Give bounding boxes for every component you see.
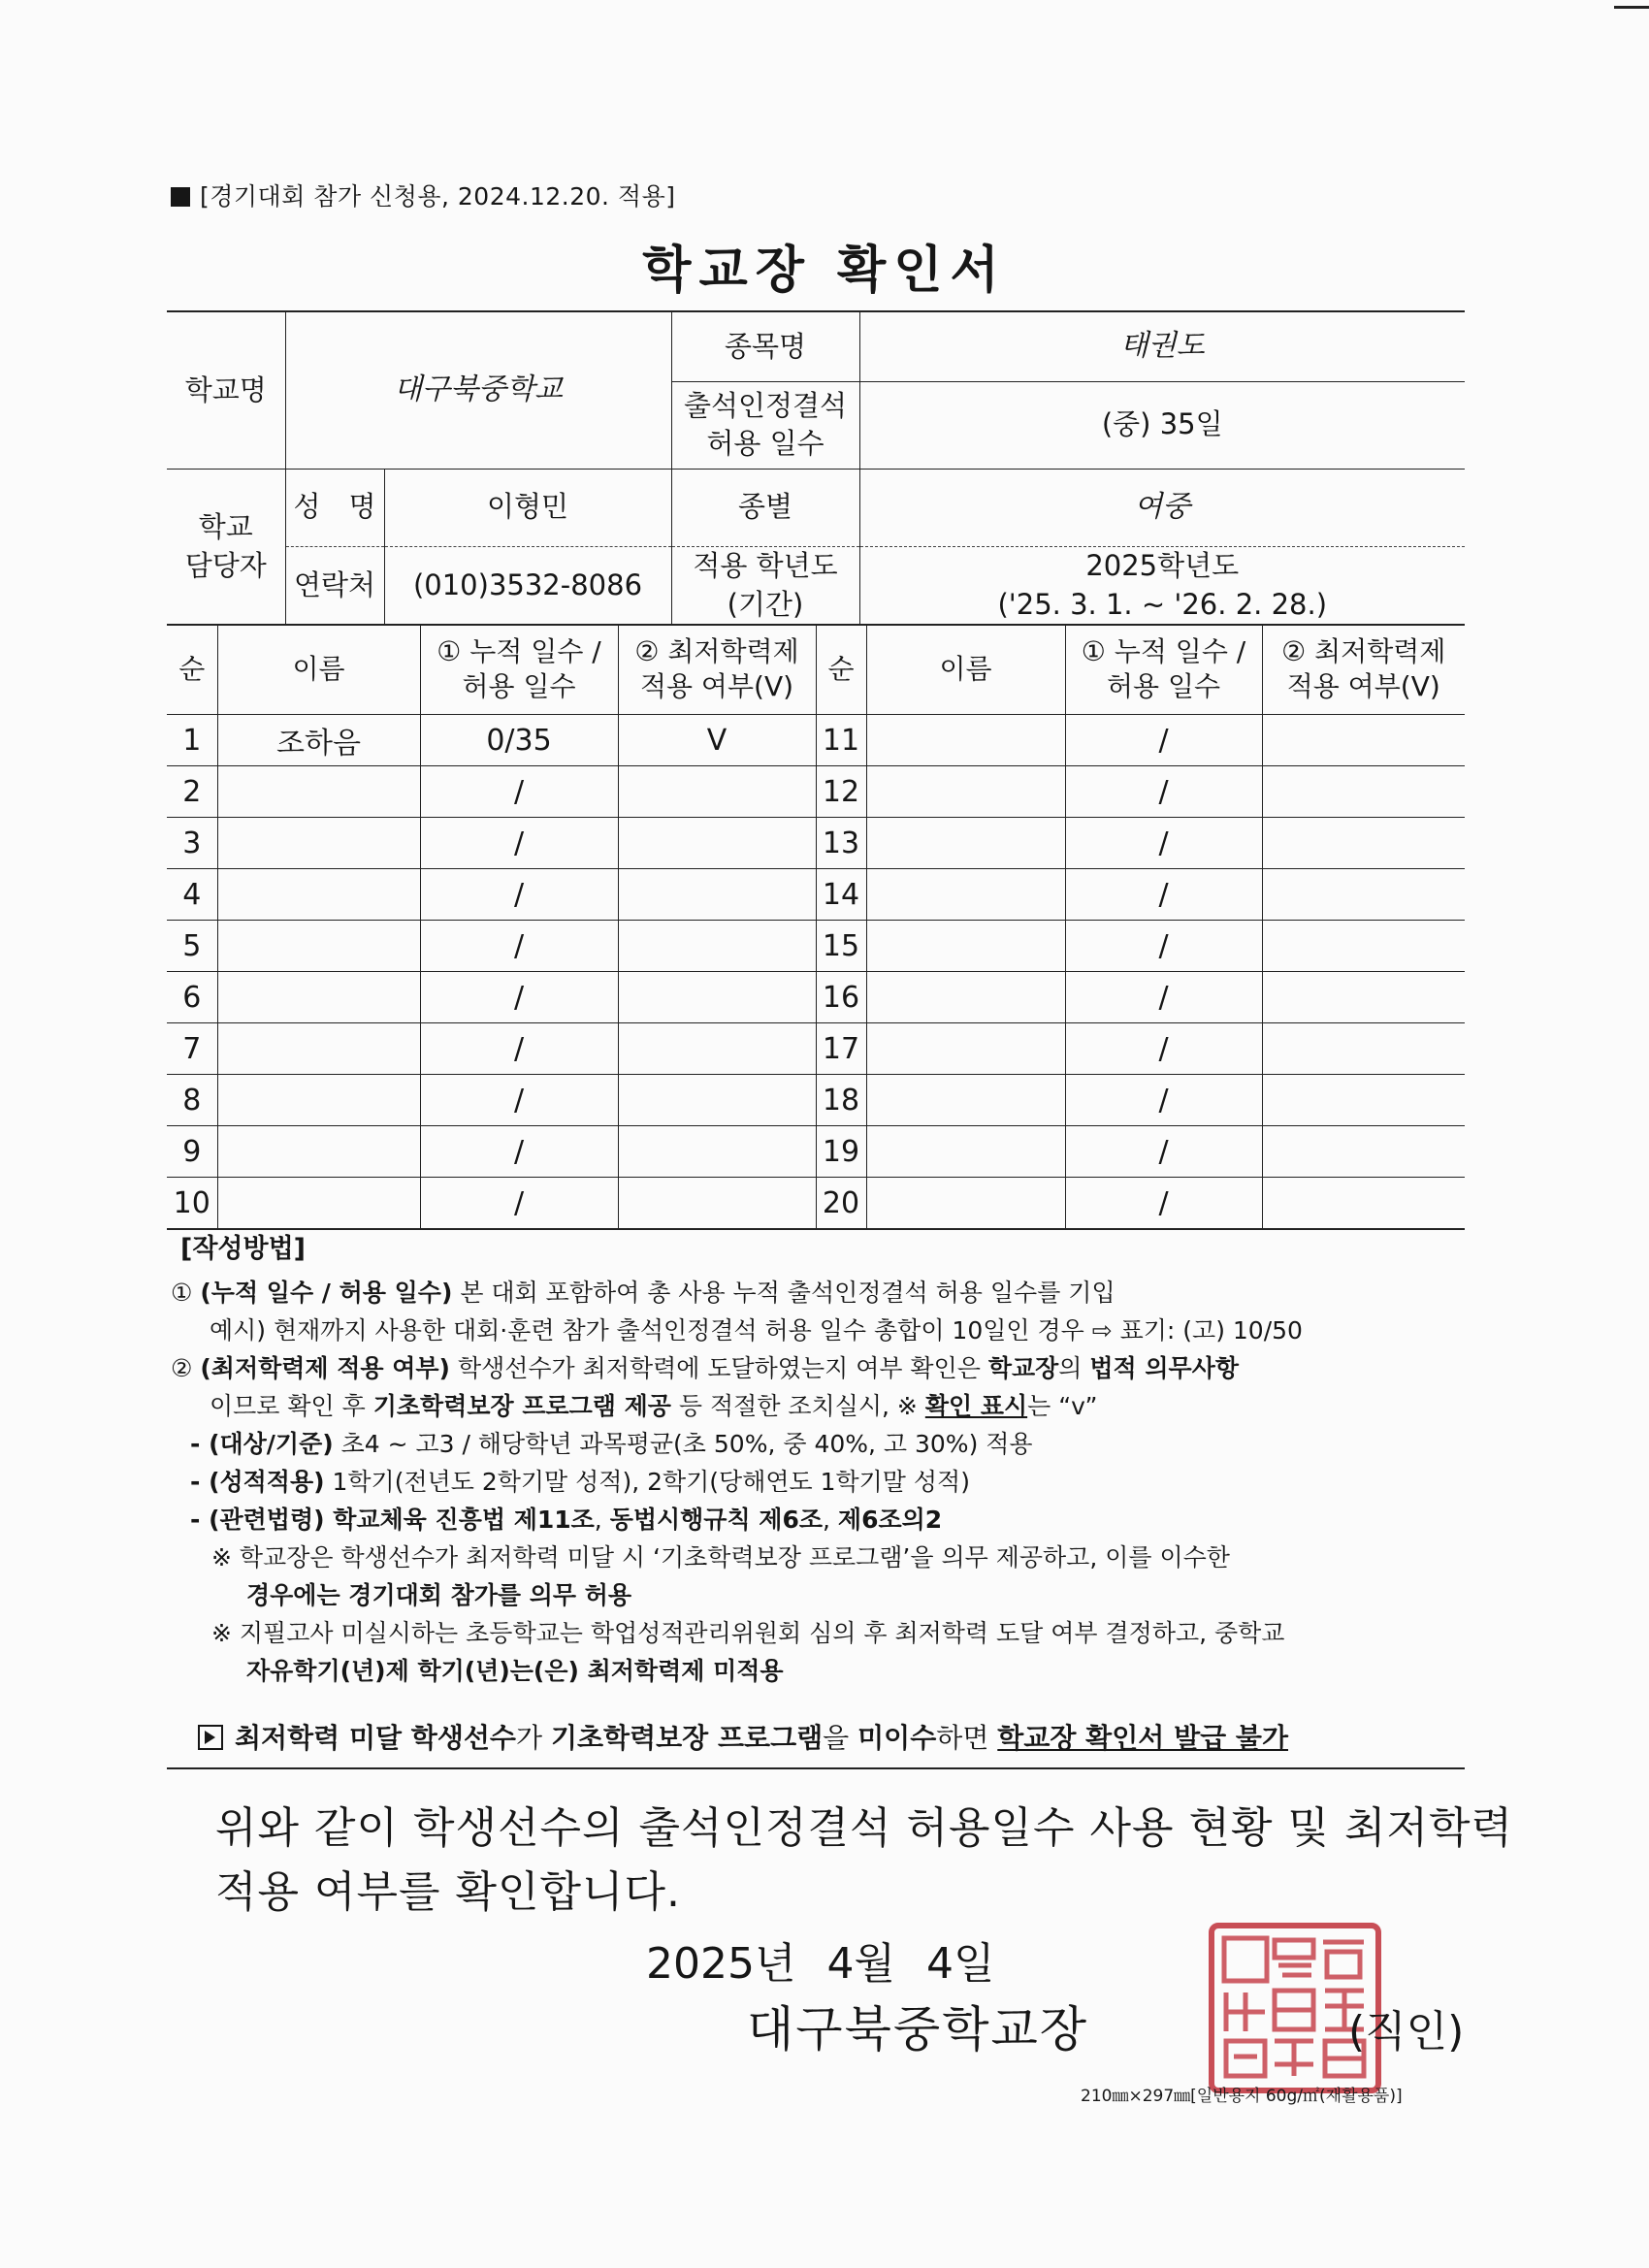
days-cell: /	[420, 1178, 618, 1230]
days-cell: /	[1065, 1023, 1262, 1075]
instructions-heading: [작성방법]	[180, 1234, 307, 1264]
min-check-cell	[618, 869, 816, 921]
row-number: 13	[816, 818, 866, 869]
row-number: 12	[816, 766, 866, 818]
header-days: ① 누적 일수 / 허용 일수	[1065, 625, 1262, 715]
min-check-cell	[618, 1023, 816, 1075]
row-number: 15	[816, 921, 866, 972]
student-name	[866, 1023, 1065, 1075]
student-name	[217, 1178, 420, 1230]
table-row	[167, 715, 1465, 766]
info-table	[167, 310, 1465, 626]
min-check-cell	[618, 1178, 816, 1230]
sport-value: 태권도	[859, 311, 1465, 381]
header-no: 순	[816, 625, 866, 715]
days-cell: /	[1065, 818, 1262, 869]
student-name	[866, 818, 1065, 869]
table-row	[167, 1075, 1465, 1126]
instruction-item-1: ① (누적 일수 / 허용 일수) 본 대회 포함하여 총 사용 누적 출석인정결석 허용 일수를 기입	[171, 1279, 1116, 1307]
instruction-sub-3: - (관련법령) 학교체육 진흥법 제11조, 동법시행규칙 제6조, 제6조의2	[190, 1506, 943, 1534]
row-number: 19	[816, 1126, 866, 1178]
school-value: 대구북중학교	[285, 311, 671, 469]
min-check-cell	[618, 1075, 816, 1126]
days-cell: /	[420, 921, 618, 972]
header-name: 이름	[217, 625, 420, 715]
table-row	[167, 1178, 1465, 1230]
instruction-item-2: ② (최저학력제 적용 여부) 학생선수가 최저학력에 도달하였는지 여부 확인은 학교장의 법적 의무사항	[171, 1354, 1240, 1382]
days-cell: /	[1065, 1126, 1262, 1178]
paper-spec: 210㎜×297㎜[일반용지 60g/㎡(재활용품)]	[1081, 2087, 1403, 2106]
student-name	[217, 869, 420, 921]
name-value: 이형민	[384, 469, 671, 546]
student-name	[866, 869, 1065, 921]
min-check-cell	[1262, 766, 1465, 818]
header-note-text: [경기대회 참가 신청용, 2024.12.20. 적용]	[200, 182, 676, 211]
instruction-example: 예시) 현재까지 사용한 대회·훈련 참가 출석인정결석 허용 일수 총합이 10일인 경우 ⇨ 표기: (고) 10/50	[210, 1316, 1303, 1345]
student-table	[167, 624, 1465, 1230]
row-number: 4	[167, 869, 217, 921]
header-no: 순	[167, 625, 217, 715]
header-min: ② 최저학력제 적용 여부(V)	[1262, 625, 1465, 715]
row-number: 16	[816, 972, 866, 1023]
table-row	[167, 1126, 1465, 1178]
days-cell: /	[420, 818, 618, 869]
row-number: 9	[167, 1126, 217, 1178]
header-min: ② 최저학력제 적용 여부(V)	[618, 625, 816, 715]
days-cell: /	[1065, 766, 1262, 818]
student-name	[217, 1075, 420, 1126]
days-cell: 0/35	[420, 715, 618, 766]
min-check-cell: V	[618, 715, 816, 766]
days-cell: /	[1065, 1178, 1262, 1230]
school-label: 학교명	[167, 311, 285, 469]
days-cell: /	[420, 1023, 618, 1075]
instructions	[171, 1230, 1471, 1690]
instruction-item-2-cont: 이므로 확인 후 기초학력보장 프로그램 제공 등 적절한 조치실시, ※ 확인 표시는 “v”	[210, 1392, 1098, 1420]
min-check-cell	[1262, 1075, 1465, 1126]
square-bullet-icon	[171, 187, 190, 207]
absence-label: 출석인정결석 허용 일수	[671, 381, 859, 469]
category-value: 여중	[859, 469, 1465, 546]
notice-line: 최저학력 미달 학생선수가 기초학력보장 프로그램을 미이수하면 학교장 확인서 발급 불가	[198, 1717, 1288, 1756]
student-name	[866, 921, 1065, 972]
instruction-note-1-cont: 경우에는 경기대회 참가를 의무 허용	[246, 1581, 632, 1609]
student-name	[217, 1126, 420, 1178]
absence-value: (중) 35일	[859, 381, 1465, 469]
min-check-cell	[1262, 972, 1465, 1023]
divider	[167, 1767, 1465, 1769]
table-row	[167, 1023, 1465, 1075]
days-cell: /	[1065, 972, 1262, 1023]
min-check-cell	[1262, 1178, 1465, 1230]
min-check-cell	[1262, 715, 1465, 766]
row-number: 20	[816, 1178, 866, 1230]
confirmation-line-1: 위와 같이 학생선수의 출석인정결석 허용일수 사용 현황 및 최저학력	[215, 1803, 1513, 1853]
header-days: ① 누적 일수 / 허용 일수	[420, 625, 618, 715]
row-number: 18	[816, 1075, 866, 1126]
days-cell: /	[420, 766, 618, 818]
student-name	[866, 1126, 1065, 1178]
scan-mark	[1614, 6, 1649, 9]
name-label: 성 명	[285, 469, 384, 546]
header-name: 이름	[866, 625, 1065, 715]
row-number: 5	[167, 921, 217, 972]
table-row	[167, 766, 1465, 818]
principal-signature: 대구북중학교장	[747, 2001, 1089, 2057]
student-name	[866, 715, 1065, 766]
issue-date: 2025년 4월 4일	[646, 1939, 995, 1989]
min-check-cell	[618, 1126, 816, 1178]
student-name	[866, 766, 1065, 818]
table-row	[167, 869, 1465, 921]
row-number: 7	[167, 1023, 217, 1075]
row-number: 6	[167, 972, 217, 1023]
row-number: 11	[816, 715, 866, 766]
min-check-cell	[618, 972, 816, 1023]
days-cell: /	[420, 869, 618, 921]
row-number: 8	[167, 1075, 217, 1126]
instruction-sub-2: - (성적적용) 1학기(전년도 2학기말 성적), 2학기(당해연도 1학기말 성적)	[190, 1468, 970, 1496]
row-number: 14	[816, 869, 866, 921]
student-name	[217, 972, 420, 1023]
min-check-cell	[1262, 921, 1465, 972]
student-name	[217, 921, 420, 972]
row-number: 2	[167, 766, 217, 818]
year-value: 2025학년도 ('25. 3. 1. ~ '26. 2. 28.)	[859, 546, 1465, 625]
days-cell: /	[420, 1075, 618, 1126]
student-name: 조하음	[217, 715, 420, 766]
contact-label: 연락처	[285, 546, 384, 625]
min-check-cell	[618, 818, 816, 869]
table-row	[167, 921, 1465, 972]
min-check-cell	[618, 921, 816, 972]
student-name	[866, 1075, 1065, 1126]
min-check-cell	[618, 766, 816, 818]
contact-value: (010)3532-8086	[384, 546, 671, 625]
table-row	[167, 972, 1465, 1023]
confirmation-text	[215, 1797, 1513, 1925]
page-title: 학교장 확인서	[642, 242, 1007, 300]
row-number: 3	[167, 818, 217, 869]
days-cell: /	[1065, 715, 1262, 766]
student-name	[866, 972, 1065, 1023]
row-number: 1	[167, 715, 217, 766]
instruction-note-2-cont: 자유학기(년)제 학기(년)는(은) 최저학력제 미적용	[246, 1657, 784, 1685]
days-cell: /	[1065, 869, 1262, 921]
confirmation-line-2: 적용 여부를 확인합니다.	[215, 1867, 681, 1917]
manager-label: 학교 담당자	[167, 469, 285, 625]
min-check-cell	[1262, 1023, 1465, 1075]
min-check-cell	[1262, 869, 1465, 921]
instruction-sub-1: - (대상/기준) 초4 ~ 고3 / 해당학년 과목평균(초 50%, 중 40%, 고 30%) 적용	[190, 1430, 1033, 1458]
student-name	[217, 1023, 420, 1075]
days-cell: /	[420, 972, 618, 1023]
category-label: 종별	[671, 469, 859, 546]
seal-label: (직인)	[1348, 2007, 1465, 2057]
student-name	[866, 1178, 1065, 1230]
row-number: 17	[816, 1023, 866, 1075]
instruction-note-2: ※ 지필고사 미실시하는 초등학교는 학업성적관리위원회 심의 후 최저학력 도달 여부 결정하고, 중학교	[211, 1619, 1285, 1647]
days-cell: /	[420, 1126, 618, 1178]
year-label: 적용 학년도 (기간)	[671, 546, 859, 625]
days-cell: /	[1065, 1075, 1262, 1126]
instruction-note-1: ※ 학교장은 학생선수가 최저학력 미달 시 ‘기초학력보장 프로그램’을 의무 제공하고, 이를 이수한	[211, 1543, 1230, 1571]
table-row	[167, 818, 1465, 869]
row-number: 10	[167, 1178, 217, 1230]
min-check-cell	[1262, 818, 1465, 869]
min-check-cell	[1262, 1126, 1465, 1178]
student-name	[217, 766, 420, 818]
sport-label: 종목명	[671, 311, 859, 381]
arrow-box-icon	[198, 1725, 223, 1750]
header-note	[171, 178, 675, 212]
student-name	[217, 818, 420, 869]
days-cell: /	[1065, 921, 1262, 972]
